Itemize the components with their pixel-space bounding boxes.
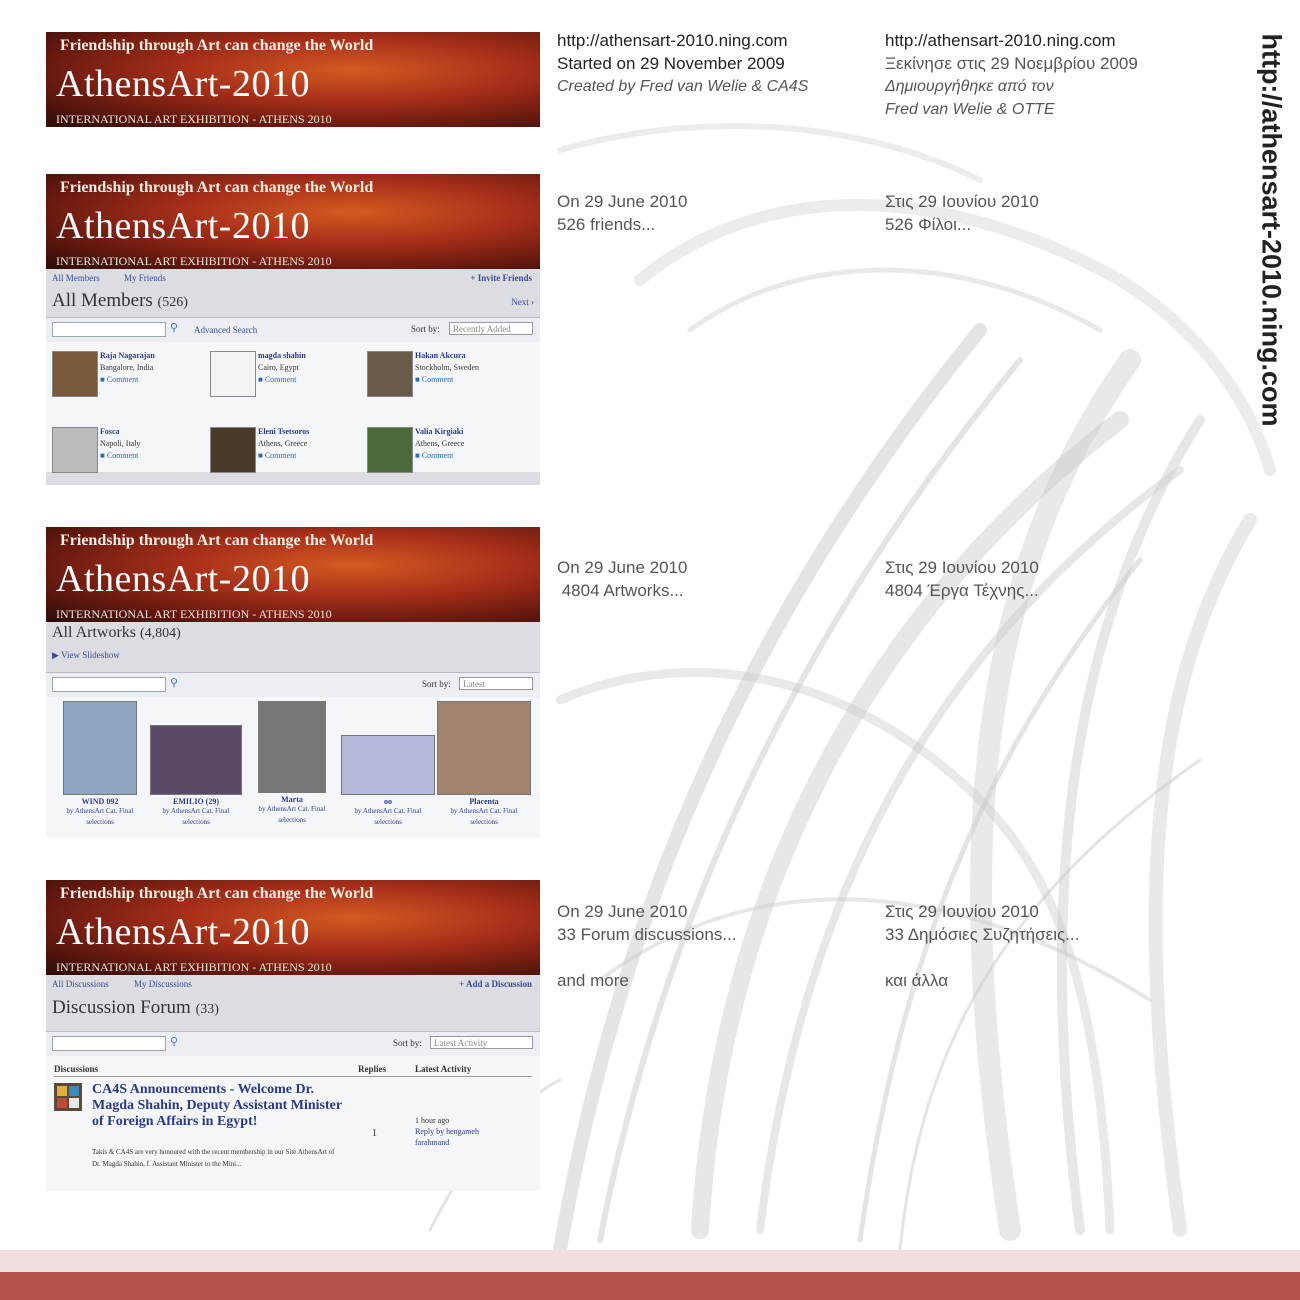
avatar[interactable] <box>52 427 98 473</box>
member-card[interactable] <box>52 427 202 485</box>
page-title <box>46 290 188 312</box>
artwork-title[interactable]: EMILIO (29) <box>173 797 219 806</box>
forum-nav <box>46 975 540 993</box>
banner-panel-1 <box>46 32 540 127</box>
artwork-thumbnail[interactable] <box>437 701 531 795</box>
banner-brand: AthensArt-2010 <box>56 63 310 105</box>
slideshow-label: View Slideshow <box>61 650 120 660</box>
search-icon[interactable]: ⚲ <box>170 322 179 334</box>
tab-my-friends[interactable]: My Friends <box>124 273 166 283</box>
artwork-thumbnail[interactable] <box>258 701 326 793</box>
gr-started-date: Ξεκίνησε στις 29 Νοεμβρίου 2009 <box>885 54 1138 73</box>
avatar[interactable] <box>210 427 256 473</box>
en-friends-count: 526 friends... <box>557 215 656 234</box>
comment-label: Comment <box>264 451 297 460</box>
en-artworks-count: 4804 Artworks... <box>557 581 684 600</box>
comment-label: Comment <box>421 375 454 384</box>
artwork-thumbnail[interactable] <box>341 735 435 795</box>
footer-light-band <box>0 1250 1300 1272</box>
artwork-card[interactable] <box>436 701 532 828</box>
members-nav <box>46 269 540 287</box>
latest-activity-author[interactable]: Reply by hengameh farahmand <box>415 1127 479 1147</box>
member-location: Stockholm, Sweden <box>415 363 479 372</box>
gr-artworks-date: Στις 29 Ιουνίου 2010 <box>885 558 1039 577</box>
member-card[interactable] <box>367 427 517 485</box>
site-banner <box>46 174 540 269</box>
gr-created-by-line1: Δημιουργήθηκε από τον <box>885 78 1054 95</box>
member-location: Napoli, Italy <box>100 439 141 448</box>
artworks-grid <box>46 697 540 838</box>
artworks-panel <box>46 527 540 838</box>
sort-label: Sort by: <box>422 679 451 689</box>
banner-tagline: Friendship through Art can change the World <box>60 885 374 902</box>
member-card[interactable] <box>367 351 517 411</box>
en-members-date: On 29 June 2010 <box>557 192 688 211</box>
member-card[interactable] <box>210 427 360 485</box>
gr-site-url[interactable]: http://athensart-2010.ning.com <box>885 31 1116 50</box>
invite-friends-label: Invite Friends <box>477 273 532 283</box>
discussion-title-link[interactable]: CA4S Announcements - Welcome Dr. Magda Shahin, Deputy Assistant Minister of Foreign Affairs in Egypt! <box>92 1082 342 1129</box>
artwork-byline[interactable]: by AthensArt Cat. Final selections <box>258 805 326 824</box>
members-grid <box>46 342 540 472</box>
advanced-search-link[interactable]: Advanced Search <box>194 325 258 335</box>
col-discussions: Discussions <box>54 1064 99 1074</box>
sort-label: Sort by: <box>393 1038 422 1048</box>
play-icon: ▶ <box>52 650 59 660</box>
comment-label: Comment <box>106 375 139 384</box>
artworks-search-row <box>46 672 540 697</box>
en-forum-date: On 29 June 2010 <box>557 902 688 921</box>
comment-link[interactable] <box>415 451 453 460</box>
vertical-site-url[interactable]: http://athensart-2010.ning.com <box>1256 33 1287 427</box>
forum-table <box>46 1056 540 1191</box>
banner-tagline: Friendship through Art can change the World <box>60 179 374 196</box>
avatar[interactable] <box>52 351 98 397</box>
comment-icon: ■ <box>258 375 263 384</box>
gr-and-more: και άλλα <box>885 971 949 990</box>
artwork-count: (4,804) <box>140 626 181 641</box>
artwork-card[interactable] <box>244 701 340 826</box>
footer-accent-bar <box>0 1272 1300 1300</box>
add-discussion-link[interactable]: + Add a Discussion <box>459 979 532 989</box>
tab-all-members[interactable]: All Members <box>52 273 100 283</box>
comment-label: Comment <box>264 375 297 384</box>
comment-icon: ■ <box>100 451 105 460</box>
artwork-byline[interactable]: by AthensArt Cat. Final selections <box>162 807 230 826</box>
member-count: (526) <box>157 295 188 310</box>
gr-forum-count: 33 Δημόσιες Συζητήσεις... <box>885 925 1080 944</box>
banner-subline: INTERNATIONAL ART EXHIBITION - ATHENS 2010 <box>56 607 332 621</box>
artworks-title-row <box>46 622 540 672</box>
forum-search-row <box>46 1031 540 1056</box>
site-banner <box>46 880 540 975</box>
en-started-date: Started on 29 November 2009 <box>557 54 785 73</box>
artwork-card[interactable] <box>340 701 436 828</box>
avatar[interactable] <box>367 427 413 473</box>
sort-label: Sort by: <box>411 324 440 334</box>
comment-icon: ■ <box>415 451 420 460</box>
member-location: Cairo, Egypt <box>258 363 299 372</box>
banner-brand: AthensArt-2010 <box>56 558 310 600</box>
forum-panel <box>46 880 540 1191</box>
tab-all-discussions[interactable]: All Discussions <box>52 979 109 989</box>
comment-label: Comment <box>106 451 139 460</box>
comment-label: Comment <box>421 451 454 460</box>
search-icon[interactable]: ⚲ <box>170 677 179 689</box>
page-title <box>46 624 181 642</box>
table-header <box>54 1062 532 1077</box>
artwork-title[interactable]: Marta <box>281 795 303 804</box>
member-location: Bangalore, India <box>100 363 154 372</box>
banner-tagline: Friendship through Art can change the World <box>60 532 374 549</box>
artwork-title[interactable]: oo <box>384 797 392 806</box>
artwork-thumbnail[interactable] <box>150 725 242 795</box>
gr-friends-count: 526 Φίλοι... <box>885 215 972 234</box>
page-title-text: All Members <box>52 290 153 311</box>
next-link[interactable]: Next › <box>511 297 534 307</box>
artwork-title[interactable]: Placenta <box>469 797 499 806</box>
artwork-title[interactable]: WIND 092 <box>81 797 119 806</box>
banner-tagline: Friendship through Art can change the World <box>60 37 374 54</box>
artwork-byline[interactable]: by AthensArt Cat. Final selections <box>450 807 518 826</box>
comment-link[interactable] <box>100 451 138 460</box>
avatar[interactable] <box>210 351 256 397</box>
en-created-by: Created by Fred van Welie & CA4S <box>557 78 809 95</box>
en-artworks-date: On 29 June 2010 <box>557 558 688 577</box>
comment-link[interactable] <box>258 451 296 460</box>
page-title-text: All Artworks <box>52 624 136 641</box>
discussion-excerpt: Takis & CA4S are very honoured with the recent membership in our Site AthensArt of Dr. Magda Shahin, f. Assistant Minister to the Mini... <box>92 1148 335 1168</box>
artwork-card[interactable] <box>148 701 244 828</box>
search-input[interactable] <box>52 677 166 692</box>
banner-subline: INTERNATIONAL ART EXHIBITION - ATHENS 2010 <box>56 112 332 126</box>
latest-activity-time: 1 hour ago <box>415 1116 450 1125</box>
page-title <box>46 997 219 1019</box>
member-name[interactable]: Raja Nagarajan <box>100 351 155 360</box>
banner-subline: INTERNATIONAL ART EXHIBITION - ATHENS 2010 <box>56 254 332 268</box>
member-name[interactable]: Valia Kirgiaki <box>415 427 464 436</box>
member-card[interactable] <box>52 351 202 411</box>
search-input[interactable] <box>52 322 166 337</box>
en-forum-count: 33 Forum discussions... <box>557 925 737 944</box>
view-slideshow-link[interactable] <box>52 650 120 661</box>
comment-icon: ■ <box>258 451 263 460</box>
add-discussion-label: Add a Discussion <box>465 979 532 989</box>
en-site-url[interactable]: http://athensart-2010.ning.com <box>557 31 788 50</box>
artwork-byline[interactable]: by AthensArt Cat. Final selections <box>354 807 422 826</box>
sort-select[interactable]: Latest <box>459 677 533 690</box>
banner-brand: AthensArt-2010 <box>56 911 310 953</box>
page-title-text: Discussion Forum <box>52 997 191 1018</box>
artwork-card[interactable] <box>52 701 148 828</box>
comment-icon: ■ <box>100 375 105 384</box>
banner-brand: AthensArt-2010 <box>56 205 310 247</box>
search-input[interactable] <box>52 1036 166 1051</box>
tab-my-discussions[interactable]: My Discussions <box>134 979 192 989</box>
avatar[interactable] <box>367 351 413 397</box>
comment-link[interactable] <box>258 375 296 384</box>
sort-select[interactable]: Latest Activity <box>430 1036 533 1049</box>
artwork-byline[interactable]: by AthensArt Cat. Final selections <box>66 807 134 826</box>
forum-title-row <box>46 993 540 1031</box>
en-and-more: and more <box>557 971 629 990</box>
member-name[interactable]: magda shahin <box>258 351 306 360</box>
col-replies: Replies <box>358 1064 386 1074</box>
member-name[interactable]: Fosca <box>100 427 120 436</box>
gr-members-date: Στις 29 Ιουνίου 2010 <box>885 192 1039 211</box>
member-card[interactable] <box>210 351 360 411</box>
members-title-row <box>46 287 540 317</box>
search-icon[interactable]: ⚲ <box>170 1036 179 1048</box>
comment-link[interactable] <box>415 375 453 384</box>
reply-count: 1 <box>372 1128 377 1139</box>
discussion-icon <box>54 1083 82 1111</box>
invite-friends-link[interactable]: + Invite Friends <box>470 273 532 283</box>
artwork-thumbnail[interactable] <box>63 701 137 795</box>
sort-select[interactable]: Recently Added <box>449 322 533 335</box>
site-banner <box>46 527 540 622</box>
col-latest-activity: Latest Activity <box>415 1064 472 1074</box>
banner-subline: INTERNATIONAL ART EXHIBITION - ATHENS 2010 <box>56 960 332 974</box>
member-location: Athens, Greece <box>415 439 465 448</box>
members-panel <box>46 174 540 485</box>
member-name[interactable]: Eleni Tsetsoros <box>258 427 310 436</box>
member-location: Athens, Greece <box>258 439 308 448</box>
comment-icon: ■ <box>415 375 420 384</box>
site-banner <box>46 32 540 127</box>
comment-link[interactable] <box>100 375 138 384</box>
gr-created-by-line2: Fred van Welie & OTTE <box>885 101 1055 118</box>
members-search-row <box>46 317 540 342</box>
gr-forum-date: Στις 29 Ιουνίου 2010 <box>885 902 1039 921</box>
gr-artworks-count: 4804 Έργα Τέχνης... <box>885 581 1039 600</box>
discussion-count: (33) <box>195 1002 219 1017</box>
member-name[interactable]: Hakan Akcura <box>415 351 466 360</box>
